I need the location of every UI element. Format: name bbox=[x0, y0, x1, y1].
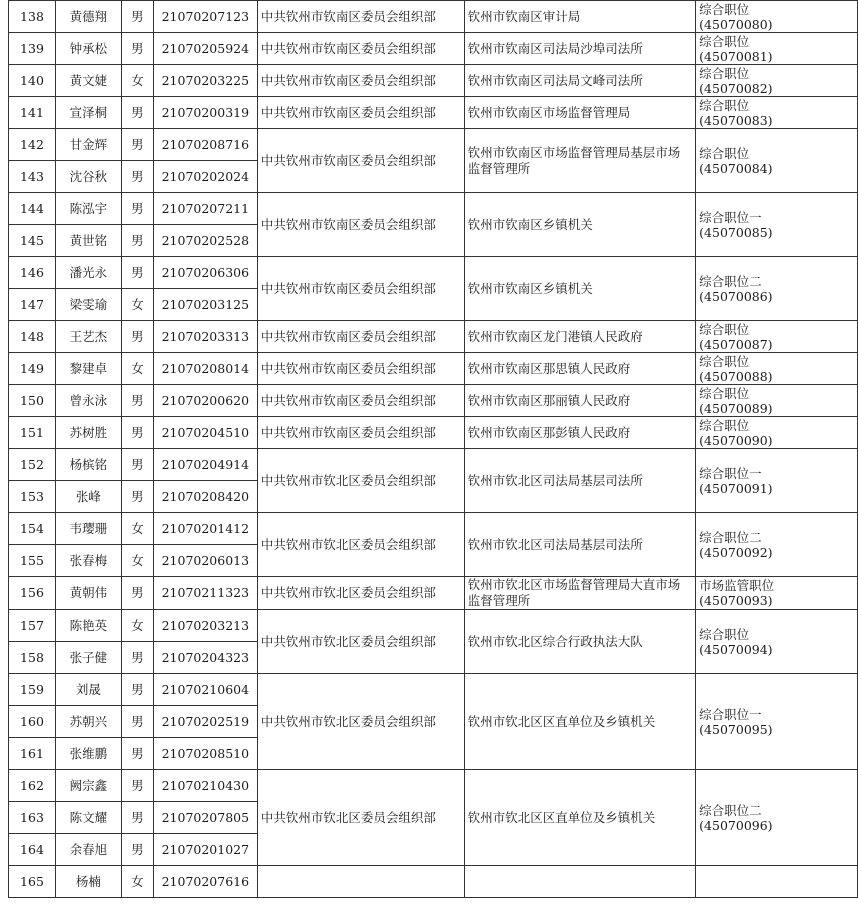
table-row bbox=[9, 321, 858, 353]
table-row bbox=[9, 33, 858, 65]
exam-id: 21070200620 bbox=[153, 385, 257, 417]
exam-id: 21070207616 bbox=[153, 866, 257, 898]
row-number: 148 bbox=[9, 321, 56, 353]
recruiting-department: 中共钦州市钦北区委员会组织部 bbox=[257, 610, 464, 674]
row-number: 149 bbox=[9, 353, 56, 385]
recruiting-department: 中共钦州市钦北区委员会组织部 bbox=[257, 770, 464, 866]
candidate-name: 张春梅 bbox=[55, 545, 121, 577]
position-name: 综合职位二 (45070092) bbox=[696, 513, 858, 577]
candidate-gender: 男 bbox=[121, 481, 153, 513]
employer-unit: 钦州市钦南区那思镇人民政府 bbox=[464, 353, 695, 385]
exam-id: 21070203213 bbox=[153, 610, 257, 642]
employer-unit: 钦州市钦北区市场监督管理局大直市场监督管理所 bbox=[464, 577, 695, 610]
candidate-name: 苏朝兴 bbox=[55, 706, 121, 738]
row-number: 139 bbox=[9, 33, 56, 65]
position-name: 综合职位 (45070084) bbox=[696, 129, 858, 193]
candidate-gender: 男 bbox=[121, 225, 153, 257]
table-row bbox=[9, 417, 858, 449]
candidate-name: 黄文婕 bbox=[55, 65, 121, 97]
row-number: 159 bbox=[9, 674, 56, 706]
row-number: 138 bbox=[9, 1, 56, 33]
row-number: 141 bbox=[9, 97, 56, 129]
candidate-name: 陈艳英 bbox=[55, 610, 121, 642]
table-row bbox=[9, 674, 858, 706]
candidate-name: 沈谷秋 bbox=[55, 161, 121, 193]
position-name: 综合职位 (45070081) bbox=[696, 33, 858, 65]
candidate-name: 张子健 bbox=[55, 642, 121, 674]
exam-id: 21070204323 bbox=[153, 642, 257, 674]
exam-id: 21070204914 bbox=[153, 449, 257, 481]
exam-id: 21070208420 bbox=[153, 481, 257, 513]
row-number: 157 bbox=[9, 610, 56, 642]
exam-id: 21070208510 bbox=[153, 738, 257, 770]
candidate-name: 余春旭 bbox=[55, 834, 121, 866]
candidate-gender: 女 bbox=[121, 289, 153, 321]
row-number: 152 bbox=[9, 449, 56, 481]
row-number: 165 bbox=[9, 866, 56, 898]
position-name: 综合职位 (45070088) bbox=[696, 353, 858, 385]
exam-id: 21070206013 bbox=[153, 545, 257, 577]
row-number: 155 bbox=[9, 545, 56, 577]
row-number: 161 bbox=[9, 738, 56, 770]
position-name: 综合职位 (45070082) bbox=[696, 65, 858, 97]
row-number: 142 bbox=[9, 129, 56, 161]
candidate-gender: 男 bbox=[121, 738, 153, 770]
employer-unit: 钦州市钦南区市场监督管理局 bbox=[464, 97, 695, 129]
candidate-name: 宣泽桐 bbox=[55, 97, 121, 129]
candidate-name: 韦璎珊 bbox=[55, 513, 121, 545]
row-number: 164 bbox=[9, 834, 56, 866]
row-number: 151 bbox=[9, 417, 56, 449]
exam-id: 21070201412 bbox=[153, 513, 257, 545]
row-number: 160 bbox=[9, 706, 56, 738]
candidate-name: 阙宗鑫 bbox=[55, 770, 121, 802]
candidate-name: 王艺杰 bbox=[55, 321, 121, 353]
recruiting-department: 中共钦州市钦南区委员会组织部 bbox=[257, 257, 464, 321]
candidate-gender: 男 bbox=[121, 257, 153, 289]
table-row bbox=[9, 385, 858, 417]
recruiting-department: 中共钦州市钦北区委员会组织部 bbox=[257, 577, 464, 610]
row-number: 154 bbox=[9, 513, 56, 545]
candidate-gender: 男 bbox=[121, 193, 153, 225]
table-row bbox=[9, 97, 858, 129]
exam-id: 21070202024 bbox=[153, 161, 257, 193]
exam-id: 21070203125 bbox=[153, 289, 257, 321]
exam-id: 21070203225 bbox=[153, 65, 257, 97]
candidate-name: 陈文耀 bbox=[55, 802, 121, 834]
employer-unit: 钦州市钦南区龙门港镇人民政府 bbox=[464, 321, 695, 353]
candidate-name: 甘金辉 bbox=[55, 129, 121, 161]
employer-unit: 钦州市钦南区司法局沙埠司法所 bbox=[464, 33, 695, 65]
candidate-name: 黎建卓 bbox=[55, 353, 121, 385]
table-row bbox=[9, 610, 858, 642]
row-number: 158 bbox=[9, 642, 56, 674]
row-number: 156 bbox=[9, 577, 56, 610]
candidate-gender: 女 bbox=[121, 65, 153, 97]
recruiting-department: 中共钦州市钦南区委员会组织部 bbox=[257, 1, 464, 33]
candidate-gender: 男 bbox=[121, 417, 153, 449]
table-row bbox=[9, 257, 858, 289]
recruiting-department: 中共钦州市钦南区委员会组织部 bbox=[257, 417, 464, 449]
recruiting-department: 中共钦州市钦南区委员会组织部 bbox=[257, 321, 464, 353]
candidate-gender: 女 bbox=[121, 545, 153, 577]
recruiting-department: 中共钦州市钦南区委员会组织部 bbox=[257, 193, 464, 257]
recruiting-department: 中共钦州市钦北区委员会组织部 bbox=[257, 449, 464, 513]
position-name: 综合职位 (45070083) bbox=[696, 97, 858, 129]
recruiting-department: 中共钦州市钦南区委员会组织部 bbox=[257, 33, 464, 65]
exam-id: 21070201027 bbox=[153, 834, 257, 866]
exam-id: 21070202519 bbox=[153, 706, 257, 738]
candidate-name: 苏树胜 bbox=[55, 417, 121, 449]
row-number: 150 bbox=[9, 385, 56, 417]
position-name: 综合职位 (45070089) bbox=[696, 385, 858, 417]
exam-id: 21070208716 bbox=[153, 129, 257, 161]
table-row bbox=[9, 513, 858, 545]
candidate-gender: 男 bbox=[121, 674, 153, 706]
exam-id: 21070203313 bbox=[153, 321, 257, 353]
candidate-gender: 男 bbox=[121, 1, 153, 33]
candidate-name: 张峰 bbox=[55, 481, 121, 513]
employer-unit: 钦州市钦南区司法局文峰司法所 bbox=[464, 65, 695, 97]
position-name bbox=[696, 866, 858, 898]
candidate-name: 杨槟铭 bbox=[55, 449, 121, 481]
candidate-name: 黄世铭 bbox=[55, 225, 121, 257]
candidate-gender: 女 bbox=[121, 866, 153, 898]
position-name: 综合职位一 (45070091) bbox=[696, 449, 858, 513]
exam-id: 21070211323 bbox=[153, 577, 257, 610]
employer-unit: 钦州市钦南区那彭镇人民政府 bbox=[464, 417, 695, 449]
row-number: 153 bbox=[9, 481, 56, 513]
employer-unit: 钦州市钦北区区直单位及乡镇机关 bbox=[464, 770, 695, 866]
recruiting-department: 中共钦州市钦南区委员会组织部 bbox=[257, 97, 464, 129]
recruiting-department: 中共钦州市钦南区委员会组织部 bbox=[257, 353, 464, 385]
recruiting-department bbox=[257, 866, 464, 898]
table-row bbox=[9, 193, 858, 225]
exam-id: 21070206306 bbox=[153, 257, 257, 289]
candidate-gender: 男 bbox=[121, 770, 153, 802]
candidate-gender: 男 bbox=[121, 706, 153, 738]
candidate-name: 潘光永 bbox=[55, 257, 121, 289]
exam-id: 21070207211 bbox=[153, 193, 257, 225]
table-row bbox=[9, 353, 858, 385]
recruiting-department: 中共钦州市钦南区委员会组织部 bbox=[257, 65, 464, 97]
candidate-gender: 男 bbox=[121, 802, 153, 834]
candidate-name: 梁雯瑜 bbox=[55, 289, 121, 321]
candidate-gender: 女 bbox=[121, 610, 153, 642]
position-name: 市场监管职位 (45070093) bbox=[696, 577, 858, 610]
row-number: 143 bbox=[9, 161, 56, 193]
employer-unit: 钦州市钦南区乡镇机关 bbox=[464, 257, 695, 321]
employer-unit: 钦州市钦北区区直单位及乡镇机关 bbox=[464, 674, 695, 770]
row-number: 162 bbox=[9, 770, 56, 802]
table-row bbox=[9, 577, 858, 610]
candidate-gender: 男 bbox=[121, 385, 153, 417]
employer-unit: 钦州市钦北区司法局基层司法所 bbox=[464, 449, 695, 513]
exam-id: 21070207123 bbox=[153, 1, 257, 33]
candidate-name: 陈泓宇 bbox=[55, 193, 121, 225]
candidate-gender: 女 bbox=[121, 513, 153, 545]
table-row bbox=[9, 129, 858, 161]
candidate-gender: 女 bbox=[121, 353, 153, 385]
exam-id: 21070210604 bbox=[153, 674, 257, 706]
table-row bbox=[9, 866, 858, 898]
candidate-name: 钟承松 bbox=[55, 33, 121, 65]
position-name: 综合职位 (45070090) bbox=[696, 417, 858, 449]
exam-id: 21070204510 bbox=[153, 417, 257, 449]
exam-id: 21070205924 bbox=[153, 33, 257, 65]
position-name: 综合职位 (45070094) bbox=[696, 610, 858, 674]
recruiting-department: 中共钦州市钦南区委员会组织部 bbox=[257, 385, 464, 417]
employer-unit: 钦州市钦南区市场监督管理局基层市场监督管理所 bbox=[464, 129, 695, 193]
candidate-name: 黄德翔 bbox=[55, 1, 121, 33]
position-name: 综合职位 (45070087) bbox=[696, 321, 858, 353]
candidate-name: 刘晟 bbox=[55, 674, 121, 706]
exam-id: 21070207805 bbox=[153, 802, 257, 834]
candidate-gender: 男 bbox=[121, 321, 153, 353]
exam-id: 21070202528 bbox=[153, 225, 257, 257]
candidate-gender: 男 bbox=[121, 449, 153, 481]
employer-unit: 钦州市钦南区那丽镇人民政府 bbox=[464, 385, 695, 417]
candidate-name: 曾永泳 bbox=[55, 385, 121, 417]
candidate-gender: 男 bbox=[121, 33, 153, 65]
table-row bbox=[9, 65, 858, 97]
candidate-table bbox=[8, 0, 858, 898]
exam-id: 21070200319 bbox=[153, 97, 257, 129]
candidate-gender: 男 bbox=[121, 642, 153, 674]
candidate-gender: 男 bbox=[121, 577, 153, 610]
table-row bbox=[9, 770, 858, 802]
recruiting-department: 中共钦州市钦南区委员会组织部 bbox=[257, 129, 464, 193]
exam-id: 21070210430 bbox=[153, 770, 257, 802]
candidate-gender: 男 bbox=[121, 97, 153, 129]
row-number: 144 bbox=[9, 193, 56, 225]
employer-unit bbox=[464, 866, 695, 898]
row-number: 145 bbox=[9, 225, 56, 257]
position-name: 综合职位 (45070080) bbox=[696, 1, 858, 33]
row-number: 147 bbox=[9, 289, 56, 321]
exam-id: 21070208014 bbox=[153, 353, 257, 385]
employer-unit: 钦州市钦南区审计局 bbox=[464, 1, 695, 33]
row-number: 146 bbox=[9, 257, 56, 289]
bottom-fade bbox=[0, 910, 858, 924]
recruiting-department: 中共钦州市钦北区委员会组织部 bbox=[257, 513, 464, 577]
employer-unit: 钦州市钦北区综合行政执法大队 bbox=[464, 610, 695, 674]
row-number: 140 bbox=[9, 65, 56, 97]
position-name: 综合职位一 (45070085) bbox=[696, 193, 858, 257]
candidate-gender: 男 bbox=[121, 161, 153, 193]
candidate-name: 黄朝伟 bbox=[55, 577, 121, 610]
candidate-gender: 男 bbox=[121, 834, 153, 866]
candidate-name: 杨楠 bbox=[55, 866, 121, 898]
position-name: 综合职位一 (45070095) bbox=[696, 674, 858, 770]
position-name: 综合职位二 (45070086) bbox=[696, 257, 858, 321]
candidate-name: 张维鹏 bbox=[55, 738, 121, 770]
table-row bbox=[9, 449, 858, 481]
row-number: 163 bbox=[9, 802, 56, 834]
table-body bbox=[9, 1, 858, 898]
employer-unit: 钦州市钦北区司法局基层司法所 bbox=[464, 513, 695, 577]
table-row bbox=[9, 1, 858, 33]
recruiting-department: 中共钦州市钦北区委员会组织部 bbox=[257, 674, 464, 770]
position-name: 综合职位二 (45070096) bbox=[696, 770, 858, 866]
candidate-gender: 男 bbox=[121, 129, 153, 161]
employer-unit: 钦州市钦南区乡镇机关 bbox=[464, 193, 695, 257]
